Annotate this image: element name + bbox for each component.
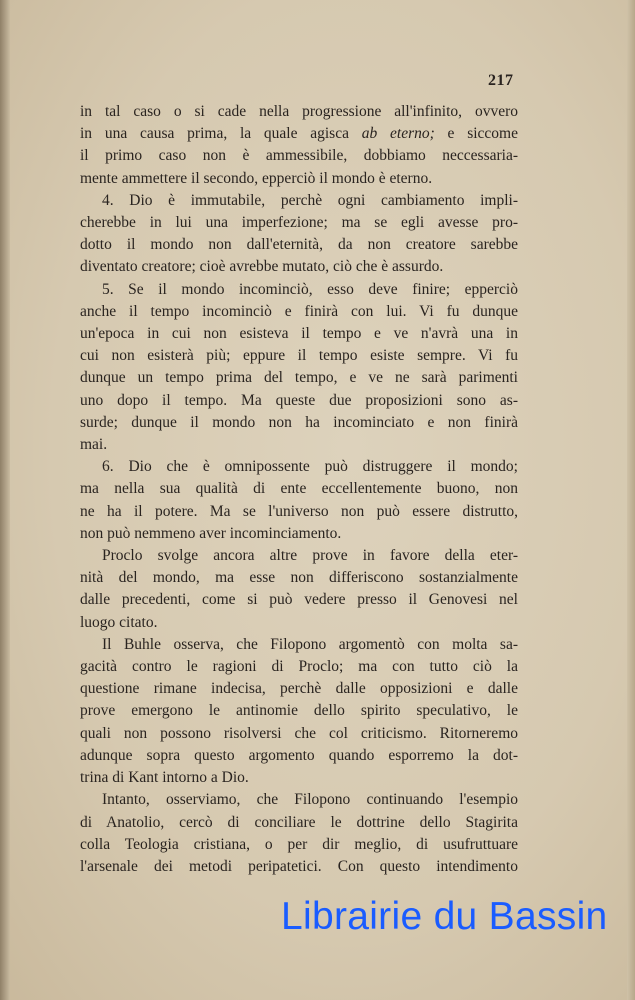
page-body-text bbox=[80, 101, 518, 878]
text-line: luogo citato. bbox=[80, 613, 158, 631]
text-line: ne ha il potere. Ma se l'universo non può essere distrutto, bbox=[80, 502, 518, 520]
text-line: Proclo svolge ancora altre prove in favore della eter- bbox=[102, 547, 518, 565]
text-line bbox=[80, 123, 518, 145]
text-line: adunque sopra questo argomento quando esporremo la dot- bbox=[80, 746, 518, 764]
text-line: di Anatolio, cercò di conciliare le dottrine dello Stagirita bbox=[80, 813, 518, 831]
text-line: questione rimane indecisa, perchè dalle opposizioni e dalle bbox=[80, 680, 518, 698]
text-line: uno dopo il tempo. Ma queste due proposizioni sono as- bbox=[80, 391, 518, 409]
text-line: cui non esisterà più; eppure il tempo esiste sempre. Vi fu bbox=[80, 347, 518, 365]
paragraph bbox=[80, 789, 518, 878]
text-line: colla Teologia cristiana, o per dir meglio, di usufruttuare bbox=[80, 835, 518, 853]
text-line: prove emergono le antinomie dello spirito speculativo, le bbox=[80, 702, 518, 720]
paragraph bbox=[80, 634, 518, 789]
text-line: mai. bbox=[80, 436, 108, 454]
text-segment: e siccome bbox=[434, 125, 518, 143]
text-line: 5. Se il mondo incominciò, esso deve finire; epperciò bbox=[102, 280, 518, 298]
paragraph bbox=[80, 190, 518, 279]
text-line: gacità contro le ragioni di Proclo; ma con tutto ciò la bbox=[80, 658, 518, 676]
watermark-text: Librairie du Bassin bbox=[281, 895, 608, 938]
text-line: l'arsenale dei metodi peripatetici. Con questo intendimento bbox=[80, 857, 518, 875]
page-binding-edge bbox=[0, 0, 10, 1000]
paragraph bbox=[80, 545, 518, 634]
text-segment: in una causa prima, la quale agisca bbox=[80, 125, 362, 143]
text-line: diventato creatore; cioè avrebbe mutato, ciò che è assurdo. bbox=[80, 258, 444, 276]
text-line: dotto il mondo non dall'eternità, da non creatore sarebbe bbox=[80, 236, 518, 254]
text-line: cherebbe in lui una imperfezione; ma se egli avesse pro- bbox=[80, 214, 518, 232]
text-line: ma nella sua qualità di ente eccellentemente buono, non bbox=[80, 480, 518, 498]
text-line: anche il tempo incominciò e finirà con lui. Vi fu dunque bbox=[80, 302, 518, 320]
page-right-edge bbox=[627, 0, 635, 1000]
text-line: Intanto, osserviamo, che Filopono continuando l'esempio bbox=[102, 791, 518, 809]
text-line: nità del mondo, ma esse non differiscono sostanzialmente bbox=[80, 569, 518, 587]
page-number: 217 bbox=[488, 72, 514, 89]
text-line: surde; dunque il mondo non ha incominciato e non finirà bbox=[80, 413, 518, 431]
text-line: non può nemmeno aver incominciamento. bbox=[80, 524, 342, 542]
text-line: quali non possono risolversi che col criticismo. Ritorneremo bbox=[80, 724, 518, 742]
text-line: dalle precedenti, come si può vedere presso il Genovesi nel bbox=[80, 591, 518, 609]
text-line: trina di Kant intorno a Dio. bbox=[80, 769, 249, 787]
paragraph bbox=[80, 456, 518, 545]
paragraph bbox=[80, 101, 518, 190]
text-line: in tal caso o si cade nella progressione all'infinito, ovvero bbox=[80, 103, 518, 120]
paragraph bbox=[80, 279, 518, 457]
text-line: un'epoca in cui non esisteva il tempo e ve n'avrà una in bbox=[80, 325, 518, 343]
text-line: mente ammettere il secondo, epperciò il mondo è eterno. bbox=[80, 169, 433, 187]
italic-phrase: ab eterno; bbox=[361, 125, 435, 143]
text-line: 6. Dio che è omnipossente può distruggere il mondo; bbox=[102, 458, 518, 476]
text-line: dunque un tempo prima del tempo, e ve ne sarà parimenti bbox=[80, 369, 518, 387]
text-line: Il Buhle osserva, che Filopono argomentò con molta sa- bbox=[102, 635, 518, 653]
text-line: 4. Dio è immutabile, perchè ogni cambiamento impli- bbox=[102, 191, 518, 209]
text-line: il primo caso non è ammessibile, dobbiamo neccessaria- bbox=[80, 147, 518, 165]
